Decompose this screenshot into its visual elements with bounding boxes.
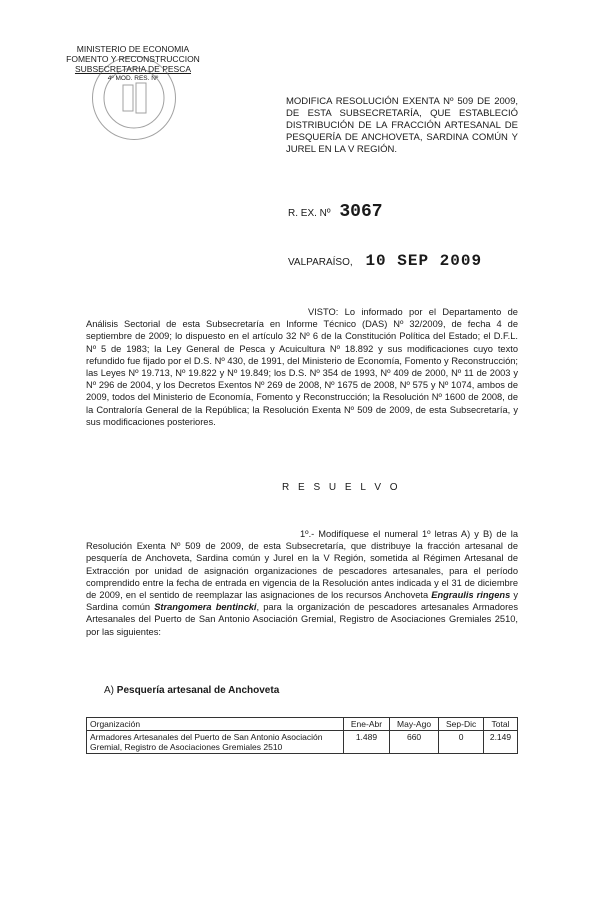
header-sep-dic: Sep-Dic	[439, 718, 484, 731]
cell-total: 2.149	[483, 731, 517, 754]
distribution-table	[86, 717, 518, 754]
official-stamp	[92, 56, 176, 140]
header-ene-abr: Ene-Abr	[344, 718, 390, 731]
resolution-label: R. EX. Nº	[288, 208, 331, 219]
section-a-heading	[104, 685, 279, 696]
cell-sep-dic: 0	[439, 731, 484, 754]
document-subject: MODIFICA RESOLUCIÓN EXENTA Nº 509 DE 2009, DE ESTA SUBSECRETARÍA, QUE ESTABLECIÓ DISTRIBUCIÓN DE LA FRACCIÓN ARTESANAL DE PESQUERÍA DE ANCHOVETA, SARDINA COMÚN Y JUREL EN LA V REGIÓN.	[286, 96, 518, 155]
header-organizacion: Organización	[87, 718, 344, 731]
visto-text: Lo informado por el Departamento de Análisis Sectorial de esta Subsecretaría en Informe Técnico (DAS) Nº 32/2009, de fecha 4 de septiembre de 2009; lo dispuesto en el artículo 32 Nº 6 de la Constitución Política del Estado; el D.F.L. Nº 5 de 1983; la Ley General de Pesca y Acuicultura Nº 18.892 y sus modificaciones cuyo texto refundido fue fijado por el D.S. Nº 430, de 1991, del Ministerio de Economía, Fomento y Reconstrucción; las Leyes Nº 19.713, Nº 19.822 y Nº 19.849; los D.S. Nº 354 de 1993, Nº 409 de 2000, Nº 11 de 2003 y Nº 296 de 2004, y los Decretos Exentos Nº 269 de 2008, Nº 1675 de 2008, Nº 575 y Nº 1074, ambos de 2009, todos del Ministerio de Economía, Fomento y Reconstrucción; la Resolución Nº 1600 de 2008, de la Contraloría General de la República; la Resolución Exenta Nº 509 de 2009, de esta Subsecretaría, y sus modificaciones posteriores.	[86, 307, 518, 427]
header-total: Total	[483, 718, 517, 731]
resolve-part2: y Sardina común	[86, 590, 518, 613]
table-header-row	[87, 718, 518, 731]
resolution-number-line	[288, 202, 383, 222]
place-date-line	[288, 252, 482, 270]
resolve-paragraph	[86, 528, 518, 638]
resolve-part3: , para la organización de pescadores artesanales Armadores Artesanales del Puerto de San Antonio Asociación Gremial, Registro de Asociaciones Gremiales 2510, por las siguientes:	[86, 602, 518, 637]
visto-paragraph	[86, 306, 518, 428]
resolve-part1: de la Resolución Exenta Nº 509 de 2009, de esta Subsecretaría, que distribuye la fracción artesanal de pesquería de Anchoveta, Sardina común y Jurel en la V Región, sometida al Régimen Artesanal de Extracción por unidad de asignación organizaciones de pescadores artesanales, para el período comprendido entre la fecha de entrada en vigencia de la Resolución antes indicada y el 31 de diciembre de 2009, en el sentido de reemplazar las asignaciones de los recursos Anchoveta	[86, 529, 518, 601]
header-may-ago: May-Ago	[389, 718, 438, 731]
section-a-title: Pesquería artesanal de Anchoveta	[116, 685, 280, 696]
visto-lead: VISTO:	[308, 307, 339, 317]
cell-organizacion: Armadores Artesanales del Puerto de San Antonio Asociación Gremial, Registro de Asociaciones Gremiales 2510	[87, 731, 344, 754]
cell-may-ago: 660	[389, 731, 438, 754]
resolve-lead: 1º.- Modifíquese el numeral 1º letras A) y B)	[300, 529, 493, 539]
place-city: VALPARAÍSO,	[288, 257, 353, 268]
species-sardina: Strangomera bentincki	[154, 602, 257, 613]
issue-date: 10 SEP 2009	[365, 252, 483, 270]
section-a-letter: A)	[104, 685, 114, 696]
resuelvo-heading: R E S U E L V O	[282, 482, 401, 493]
species-anchoveta: Engraulis ringens	[431, 590, 511, 601]
letterhead-ministry-line2: FOMENTO Y RECONSTRUCCION	[66, 54, 200, 64]
table-row	[87, 731, 518, 754]
resolution-number: 3067	[339, 202, 383, 222]
letterhead-subsecretary: SUBSECRETARIA DE PESCA	[74, 64, 192, 74]
stamp-seal-icon	[93, 57, 175, 139]
cell-ene-abr: 1.489	[344, 731, 390, 754]
letterhead-mod-ref: 4º MOD. RES. Nº	[107, 75, 159, 82]
letterhead-ministry: MINISTERIO DE ECONOMIA	[76, 44, 190, 54]
